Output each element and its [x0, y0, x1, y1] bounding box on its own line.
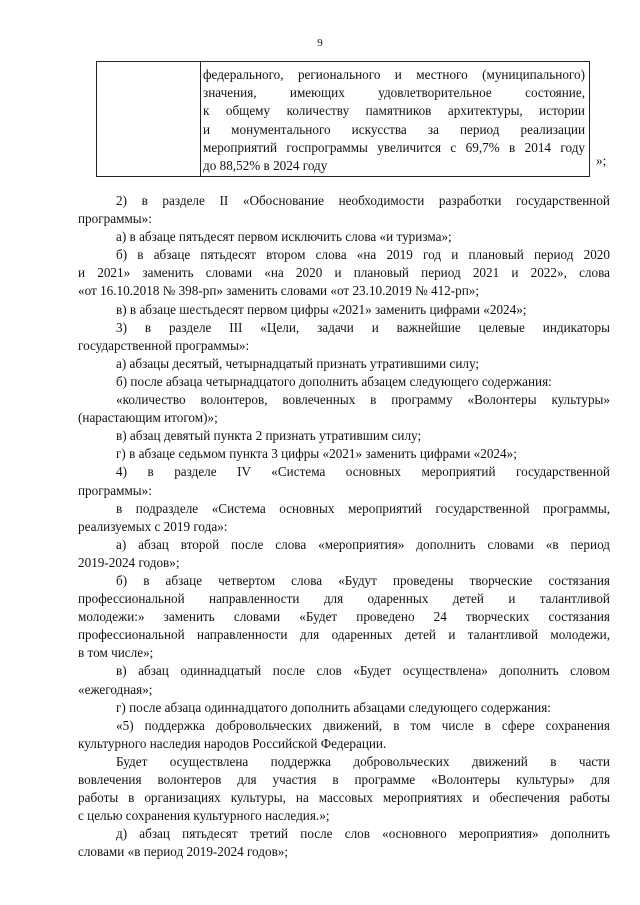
paragraph [78, 427, 610, 445]
paragraph-line: 2019-2024 годов»; [78, 554, 180, 570]
paragraph [78, 463, 610, 499]
paragraph-line: а) абзацы десятый, четырнадцатый признать утратившими силу; [116, 355, 480, 371]
paragraph-line: 2) в разделе II «Обоснование необходимости разработки государственной [116, 193, 610, 208]
paragraph-line: «5) поддержка добровольческих движений, в том числе в сфере сохранения [116, 717, 610, 733]
paragraph-line: в том числе»; [78, 645, 154, 661]
paragraph [78, 572, 610, 662]
paragraph-line: 3) в разделе III «Цели, задачи и важнейшие целевые индикаторы [116, 319, 610, 335]
paragraph-line: реализуемых с 2019 года»: [78, 518, 228, 534]
document-body [78, 192, 610, 861]
table-cell-line: и монументального искусства за период реализации [203, 121, 585, 137]
paragraph-line: а) абзац второй после слова «мероприятия» дополнить словами «в период [116, 536, 610, 552]
paragraph [78, 319, 610, 355]
paragraph [78, 373, 610, 391]
paragraph [78, 753, 610, 825]
paragraph-line: (нарастающим итогом)»; [78, 410, 218, 426]
paragraph-line: работы в организациях культуры, на массовых мероприятиях и обеспечения работы [78, 790, 610, 806]
table-cell-line: федерального, регионального и местного (муниципального) [203, 67, 585, 82]
paragraph [78, 301, 610, 319]
paragraph [78, 391, 610, 427]
paragraph [78, 825, 610, 861]
paragraph-line: Будет осуществлена поддержка добровольческих движений в части [116, 753, 610, 769]
paragraph-line: и 2021» заменить словами «на 2020 и плановый период 2021 и 2022», слова [78, 265, 610, 281]
paragraph [78, 228, 610, 246]
table [96, 61, 590, 177]
paragraph-line: д) абзац пятьдесят третий после слов «основного мероприятия» дополнить [116, 826, 610, 842]
page-number: 9 [317, 37, 323, 49]
paragraph-line: с целью сохранения культурного наследия.»; [78, 808, 330, 824]
paragraph-line: а) в абзаце пятьдесят первом исключить слова «и туризма»; [116, 229, 452, 245]
paragraph [78, 192, 610, 228]
paragraph-line: в подразделе «Система основных мероприятий государственной программы, [116, 500, 610, 516]
paragraph [78, 717, 610, 753]
paragraph-line: «от 16.10.2018 № 398-рп» заменить словами «от 23.10.2019 № 412-рп»; [78, 283, 480, 299]
paragraph-line: в) в абзаце шестьдесят первом цифры «2021» заменить цифрами «2024»; [116, 301, 527, 317]
paragraph [78, 699, 610, 717]
paragraph [78, 536, 610, 572]
table-cell-line: к общему количеству памятников архитектуры, истории [203, 103, 585, 119]
paragraph-line: г) после абзаца одиннадцатого дополнить абзацами следующего содержания: [116, 699, 551, 715]
table-closing-quote: »; [596, 153, 607, 168]
paragraph-line: государственной программы»: [78, 337, 250, 353]
table-cell-line: до 88,52% в 2024 году [203, 157, 328, 173]
table-cell-text [203, 66, 585, 175]
paragraph-line: г) в абзаце седьмом пункта 3 цифры «2021» заменить цифрами «2024»; [116, 446, 517, 462]
table-cell-line: мероприятий госпрограммы увеличится с 69,7% в 2014 году [203, 139, 585, 155]
paragraph-line: профессиональной направленности для одаренных детей и талантливой [78, 591, 610, 607]
paragraph [78, 355, 610, 373]
paragraph-line: б) в абзаце пятьдесят втором слова «на 2019 год и плановый период 2020 [116, 247, 610, 263]
paragraph-line: в) абзац девятый пункта 2 признать утратившим силу; [116, 428, 422, 444]
paragraph-line: «количество волонтеров, вовлеченных в программу «Волонтеры культуры» [116, 392, 610, 408]
paragraph-line: молодежи:» заменить словами «Будет проведено 24 творческих состязания [78, 609, 610, 625]
paragraph-line: словами «в период 2019-2024 годов»; [78, 844, 289, 860]
paragraph [78, 662, 610, 698]
table-cell-line: значения, имеющих удовлетворительное состояние, [203, 85, 585, 101]
paragraph-line: «ежегодная»; [78, 681, 153, 697]
paragraph-line: программы»: [78, 482, 152, 498]
paragraph-line: в) абзац одиннадцатый после слов «Будет осуществлена» дополнить словом [116, 663, 610, 679]
paragraph [78, 445, 610, 463]
table-column-divider [200, 62, 201, 176]
paragraph [78, 500, 610, 536]
paragraph [78, 246, 610, 300]
paragraph-line: 4) в разделе IV «Система основных мероприятий государственной [116, 464, 610, 480]
paragraph-line: вовлечения волонтеров для участия в программе «Волонтеры культуры» для [78, 772, 610, 787]
paragraph-line: б) после абзаца четырнадцатого дополнить абзацем следующего содержания: [116, 373, 552, 389]
paragraph-line: программы»: [78, 211, 152, 227]
paragraph-line: профессиональной направленности для одаренных детей и талантливой молодежи, [78, 627, 610, 643]
paragraph-line: б) в абзаце четвертом слова «Будут проведены творческие состязания [116, 572, 610, 588]
paragraph-line: культурного наследия народов Российской Федерации. [78, 735, 387, 751]
